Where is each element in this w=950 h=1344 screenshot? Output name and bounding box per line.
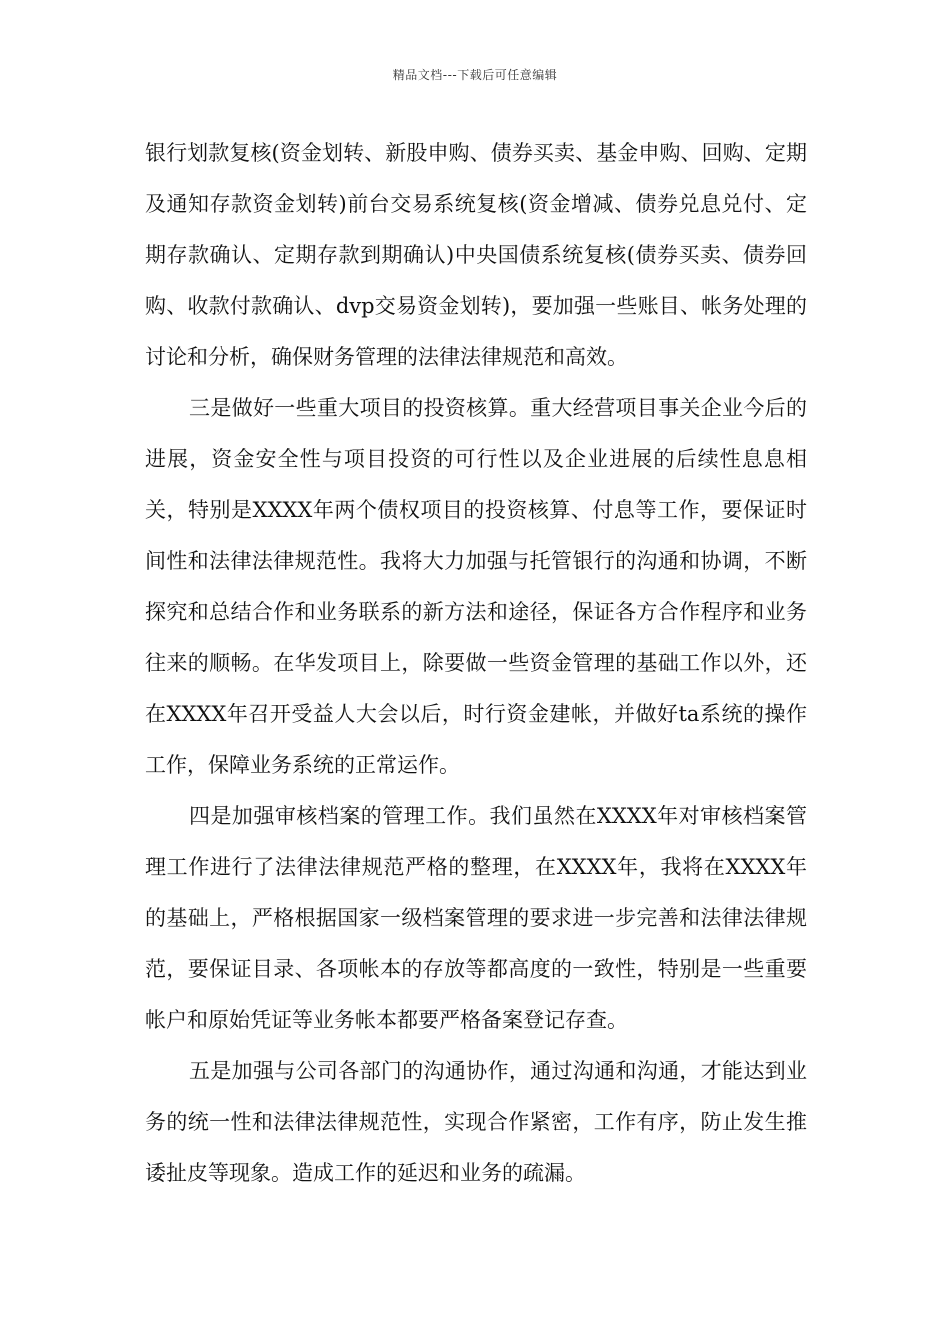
- document-body: [145, 128, 807, 1199]
- paragraph-1: 银行划款复核(资金划转、新股申购、债券买卖、基金申购、回购、定期及通知存款资金划转)前台交易系统复核(资金增减、债券兑息兑付、定期存款确认、定期存款到期确认)中央国债系统复核(债券买卖、债券回购、收款付款确认、dvp交易资金划转)，要加强一些账目、帐务处理的讨论和分析，确保财务管理的法律法律规范和高效。: [145, 141, 807, 369]
- paragraph-2: 三是做好一些重大项目的投资核算。重大经营项目事关企业今后的进展，资金安全性与项目投资的可行性以及企业进展的后续性息息相关，特别是XXXX年两个债权项目的投资核算、付息等工作，要保证时间性和法律法律规范性。我将大力加强与托管银行的沟通和协调，不断探究和总结合作和业务联系的新方法和途径，保证各方合作程序和业务往来的顺畅。在华发项目上，除要做一些资金管理的基础工作以外，还在XXXX年召开受益人大会以后，时行资金建帐，并做好ta系统的操作工作，保障业务系统的正常运作。: [145, 396, 807, 777]
- page-header: 精品文档---下载后可任意编辑: [392, 68, 558, 82]
- paragraph-4: 五是加强与公司各部门的沟通协作，通过沟通和沟通，才能达到业务的统一性和法律法律规范性，实现合作紧密，工作有序，防止发生推诿扯皮等现象。造成工作的延迟和业务的疏漏。: [145, 1059, 807, 1185]
- paragraph-3: 四是加强审核档案的管理工作。我们虽然在XXXX年对审核档案管理工作进行了法律法律规范严格的整理，在XXXX年，我将在XXXX年的基础上，严格根据国家一级档案管理的要求进一步完善和法律法律规范，要保证目录、各项帐本的存放等都高度的一致性，特别是一些重要帐户和原始凭证等业务帐本都要严格备案登记存查。: [145, 804, 807, 1032]
